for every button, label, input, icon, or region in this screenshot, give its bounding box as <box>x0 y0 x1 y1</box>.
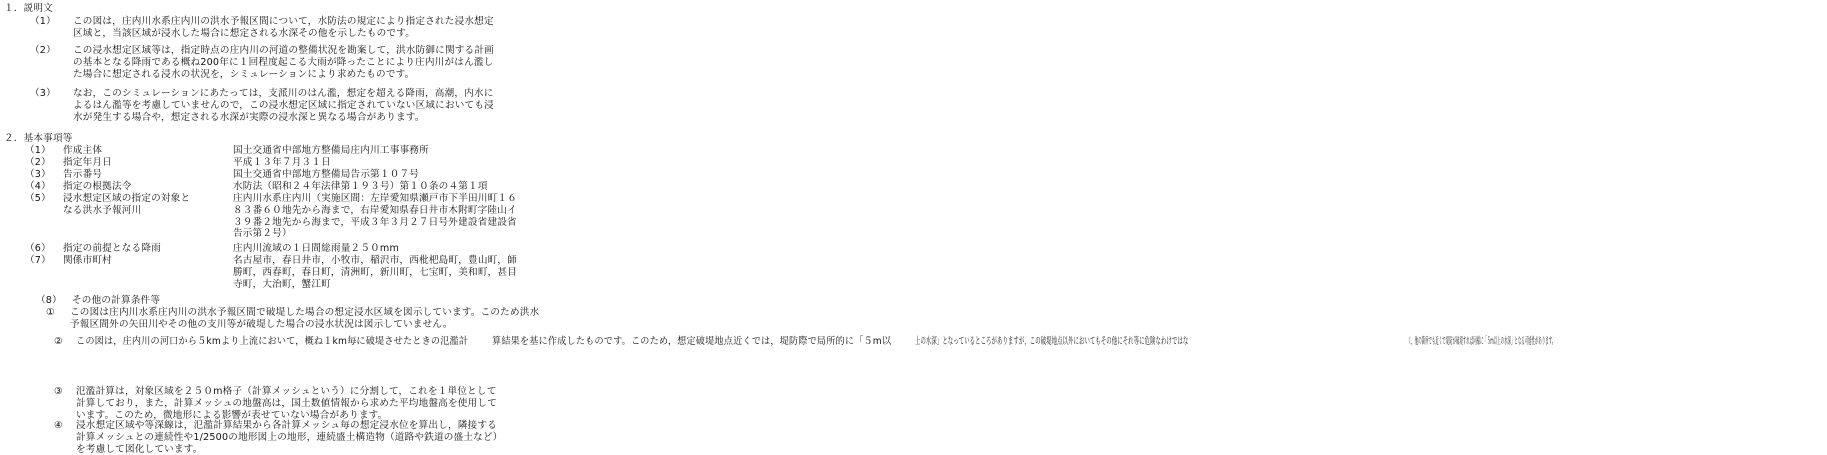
item-3-value: 国土交通省中部地方整備局告示第１０７号 <box>233 169 420 180</box>
item-5-marker: （5） <box>25 193 51 204</box>
sub-3-marker: ③ <box>54 386 63 397</box>
item-5-value <box>233 193 517 240</box>
sub-line: を考慮して図化しています。 <box>76 443 203 455</box>
sub-line: 算結果を基に作成したものです。このため，想定破堤地点近くでは，堤防際で局所的に「５m以 <box>491 336 891 347</box>
sub-line: 氾濫計算は，対象区域を２５０m格子（計算メッシュという）に分割して，これを１単位として <box>76 386 497 397</box>
paragraph-1-marker: （1） <box>30 16 56 27</box>
sub-1-marker: ① <box>46 307 55 318</box>
item-6-marker: （6） <box>25 243 51 254</box>
paragraph-line: 水が発生する場合や，想定される水深が実際の浸水深と異なる場合があります。 <box>73 111 425 123</box>
sub-line: います。このため，微地形による影響が表せていない場合があります。 <box>76 409 388 421</box>
paragraph-line: 区域と，当該区域が浸水した場合に想定される水深その他を示したものです。 <box>73 27 416 39</box>
label-line: なる洪水予報河川 <box>63 204 142 216</box>
item-4-value: 水防法（昭和２４年法律第１９３号）第１０条の４第１項 <box>233 181 488 192</box>
item-8-title: その他の計算条件等 <box>72 295 161 306</box>
paragraph-1-body <box>73 16 494 40</box>
item-1-value: 国土交通省中部地方整備局庄内川工事事務所 <box>233 145 429 156</box>
item-2-marker: （2） <box>25 157 51 168</box>
sub-line: この図は，庄内川の河口から５kmより上流において，概ね１km毎に破堤させたときの氾濫計 <box>76 336 469 347</box>
item-2-value: 平成１３年７月３１日 <box>233 157 331 168</box>
item-7-label: 関係市町村 <box>63 255 112 266</box>
paragraph-line: この図は，庄内川水系庄内川の洪水予報区間について，水防法の規定により指定された浸水想定 <box>73 16 494 27</box>
item-6-label: 指定の前提となる降雨 <box>63 243 161 254</box>
value-line: 告示第２号） <box>233 228 292 240</box>
sub-line: この図は庄内川水系庄内川の洪水予報区間で破堤した場合の想定浸水区域を図示しています。このため洪水 <box>70 307 540 318</box>
section-2-heading: ２．基本事項等 <box>4 133 73 144</box>
section-1-heading: １．説明文 <box>4 3 53 14</box>
item-4-marker: （4） <box>25 181 51 192</box>
sub-2-body <box>76 336 1827 348</box>
item-7-value <box>233 255 517 290</box>
sub-4-body <box>76 420 503 455</box>
item-3-marker: （3） <box>25 169 51 180</box>
paragraph-2-body <box>73 45 494 80</box>
item-4-label: 指定の根拠法令 <box>63 181 132 192</box>
paragraph-line: なお，このシミュレーションにあたっては，支派川のはん濫，想定を超える降雨，高潮，内水に <box>73 88 494 99</box>
item-8-marker: （8） <box>36 295 62 306</box>
value-line: ３９番２地先から海まで，平成３年３月２７日号外建設省建設省 <box>233 216 517 228</box>
value-line: 勝町，西春町，春日町，清洲町，新川町，七宝町，美和町，甚目 <box>233 266 518 278</box>
item-1-marker: （1） <box>25 145 51 156</box>
item-7-marker: （7） <box>25 255 51 266</box>
value-line: ８３番６０地先から海まで，右岸愛知県春日井市木附町字陸山イ <box>233 204 517 216</box>
sub-line: 浸水想定区域や等深線は，氾濫計算結果から各計算メッシュ毎の想定浸水位を算出し，隣接する <box>76 420 497 431</box>
sub-line: 予報区間外の矢田川やその他の支川等が破堤した場合の浸水状況は図示していません。 <box>70 318 453 330</box>
paragraph-line: この浸水想定区域等は，指定時点の庄内川の河道の整備状況を勘案して，洪水防御に関する計画 <box>73 45 494 56</box>
paragraph-3-body <box>73 88 494 123</box>
paragraph-3-marker: （3） <box>30 88 56 99</box>
sub-line: 計算メッシュとの連続性や1/2500の地形図上の地形，連続盛土構造物（道路や鉄道の盛土など） <box>76 431 503 443</box>
item-5-label <box>63 193 190 217</box>
sub-4-marker: ④ <box>54 420 63 431</box>
item-3-label: 告示番号 <box>63 169 103 180</box>
paragraph-2-marker: （2） <box>30 45 56 56</box>
value-line: 名古屋市，春日井市，小牧市，稲沢市，西枇杷島町，豊山町，師 <box>233 255 518 266</box>
sub-2-marker: ② <box>54 336 63 347</box>
sub-1-body <box>70 307 539 331</box>
sub-line: く，他の箇所でも近くで堤防が破堤すれば同様に「５m以上の水深」となる可能性があります。 <box>1407 336 1555 347</box>
sub-3-body <box>76 386 497 421</box>
paragraph-line: の基本となる降雨である概ね200年に１回程度起こる大雨が降ったことにより庄内川がはん濫し <box>73 56 494 68</box>
item-6-value: 庄内川流域の１日間総雨量２５０mm <box>233 243 399 254</box>
item-2-label: 指定年月日 <box>63 157 112 168</box>
value-line: 寺町，大治町，蟹江町 <box>233 278 331 290</box>
item-1-label: 作成主体 <box>63 145 103 156</box>
paragraph-line: よるはん濫等を考慮していませんので，この浸水想定区域に指定されていない区域においても浸 <box>73 99 494 111</box>
sub-line: 計算しており，また，計算メッシュの地盤高は，国土数値情報から求めた平均地盤高を使用して <box>76 397 497 409</box>
value-line: 庄内川水系庄内川（実施区間：左岸愛知県瀬戸市下半田川町１６ <box>233 193 518 204</box>
paragraph-line: た場合に想定される浸水の状況を，シミュレーションにより求めたものです。 <box>73 68 415 80</box>
label-line: 浸水想定区域の指定の対象と <box>63 193 191 204</box>
sub-line: 上の水深」となっているところがありますが，この破堤地点以外においてもその他にそれ等に危険なわけではな <box>914 336 1188 347</box>
